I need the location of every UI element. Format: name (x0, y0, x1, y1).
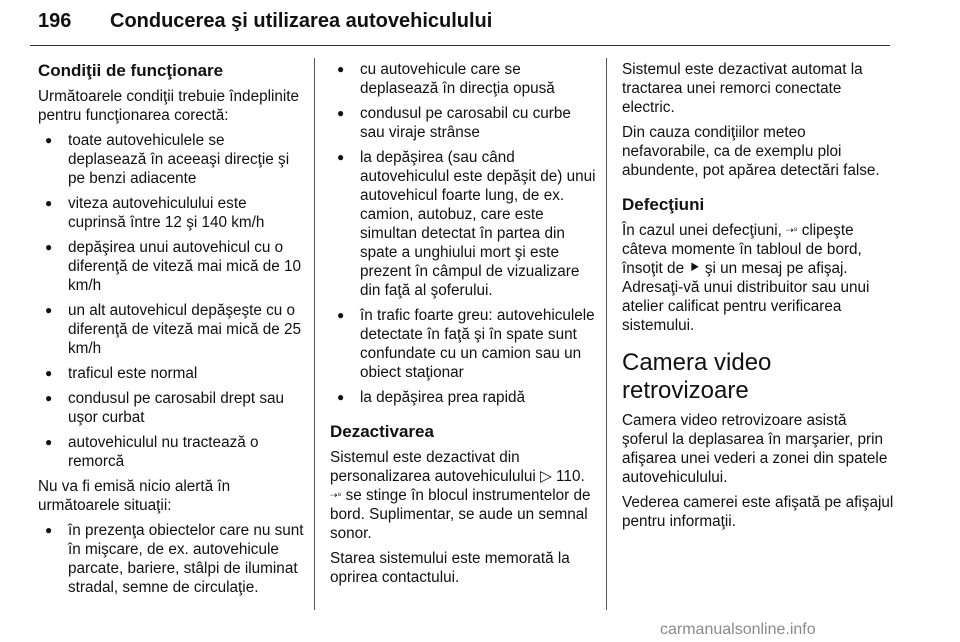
page-ref-icon: ▷ (540, 468, 552, 485)
watermark: carmanualsonline.info (660, 621, 816, 638)
list-item: ● traficul este normal (38, 364, 306, 383)
list-item: ● viteza autovehiculului este cuprinsă între 12 şi 140 km/h (38, 194, 306, 232)
column-divider (606, 58, 607, 610)
column-2 (330, 60, 598, 593)
text-run: se stinge în blocul instrumentelor de bord. Suplimentar, se aude un semnal sonor. (330, 487, 591, 542)
list-item: ● un alt autovehicul depăşeşte cu o diferenţă de viteză mai mică de 25 km/h (38, 301, 306, 358)
list-item: ● cu autovehicule care se deplasează în direcţia opusă (330, 60, 598, 98)
list-item: ● condusul pe carosabil cu curbe sau viraje strânse (330, 104, 598, 142)
list-item: ● condusul pe carosabil drept sau uşor curbat (38, 389, 306, 427)
text-run: În cazul unei defecţiuni, (622, 222, 787, 239)
paragraph: Sistemul este dezactivat automat la tractarea unei remorci conectate electric. (622, 61, 863, 116)
blind-spot-icon: ⇢⁸ (330, 490, 342, 500)
page-header (30, 6, 930, 48)
page-ref-link[interactable]: 110. (551, 468, 585, 485)
text-run: Sistemul este dezactivat din personalizarea autovehiculului (330, 449, 541, 485)
no-alert-list (38, 521, 306, 597)
blind-spot-icon: ⇢⁸ (786, 225, 798, 235)
list-item: ● la depăşirea prea rapidă (330, 388, 598, 407)
text-run: şi un mesaj pe afişaj. Adresaţi-vă unui distribuitor sau unui atelier calificat pentru verificarea sistemului. (622, 260, 870, 334)
list-item: ● în prezenţa obiectelor care nu sunt în mişcare, de ex. autovehicule parcate, bariere, stâlpi de iluminat stradal, semne de circulaţie. (38, 521, 306, 597)
list-item: ● toate autovehiculele se deplasează în aceeaşi direcţie şi pe benzi adiacente (38, 131, 306, 188)
paragraph: Vederea camerei este afişată pe afişajul pentru informaţii. (622, 494, 894, 530)
section-heading-faults: Defecţiuni (622, 195, 705, 214)
paragraph (330, 448, 598, 543)
section-heading-deactivation: Dezactivarea (330, 422, 434, 441)
paragraph: Nu va fi emisă nicio alertă în următoarele situaţii: (38, 478, 231, 514)
paragraph: Starea sistemului este memorată la oprirea contactului. (330, 550, 570, 586)
paragraph: Camera video retrovizoare asistă şoferul la deplasarea în marşarier, prin afişarea unei vederi a zonei din spatele autovehiculului. (622, 412, 888, 486)
column-divider (314, 58, 315, 610)
paragraph: Din cauza condiţiilor meteo nefavorabile, ca de exemplu ploi abundente, pot apărea detectări false. (622, 124, 880, 179)
column-1 (38, 60, 306, 603)
paragraph (622, 221, 894, 335)
wrench-icon: ⯈ (688, 260, 701, 277)
list-item: ● în trafic foarte greu: autovehiculele detectate în faţă şi în spate sunt confundate cu un camion sau un obiect staţionar (330, 306, 598, 382)
column-3 (622, 60, 894, 537)
no-alert-list-continued (330, 60, 598, 407)
list-item: ● la depăşirea (sau când autovehiculul este depăşit de) unui autovehicul foarte lung, de ex. camion, autobuz, care este simultan detectat în partea din spate a unghiului mort şi este prezent în câmpul de vizualizare din faţă al şoferului. (330, 148, 598, 300)
header-rule (30, 45, 890, 46)
list-item: ● depăşirea unui autovehicul cu o diferenţă de viteză mai mică de 10 km/h (38, 238, 306, 295)
paragraph: Următoarele condiţii trebuie îndeplinite pentru funcţionarea corectă: (38, 88, 300, 124)
running-title: Conducerea şi utilizarea autovehiculului (110, 10, 493, 32)
text-run: clipeşte câteva momente în tabloul de bord, însoţit de (622, 222, 862, 277)
section-heading-camera: Camera video retrovizoare (622, 349, 772, 404)
list-item: ● autovehiculul nu tractează o remorcă (38, 433, 306, 471)
page-number: 196 (38, 10, 72, 32)
section-heading-conditions: Condiţii de funcţionare (38, 61, 224, 80)
conditions-list (38, 131, 306, 471)
